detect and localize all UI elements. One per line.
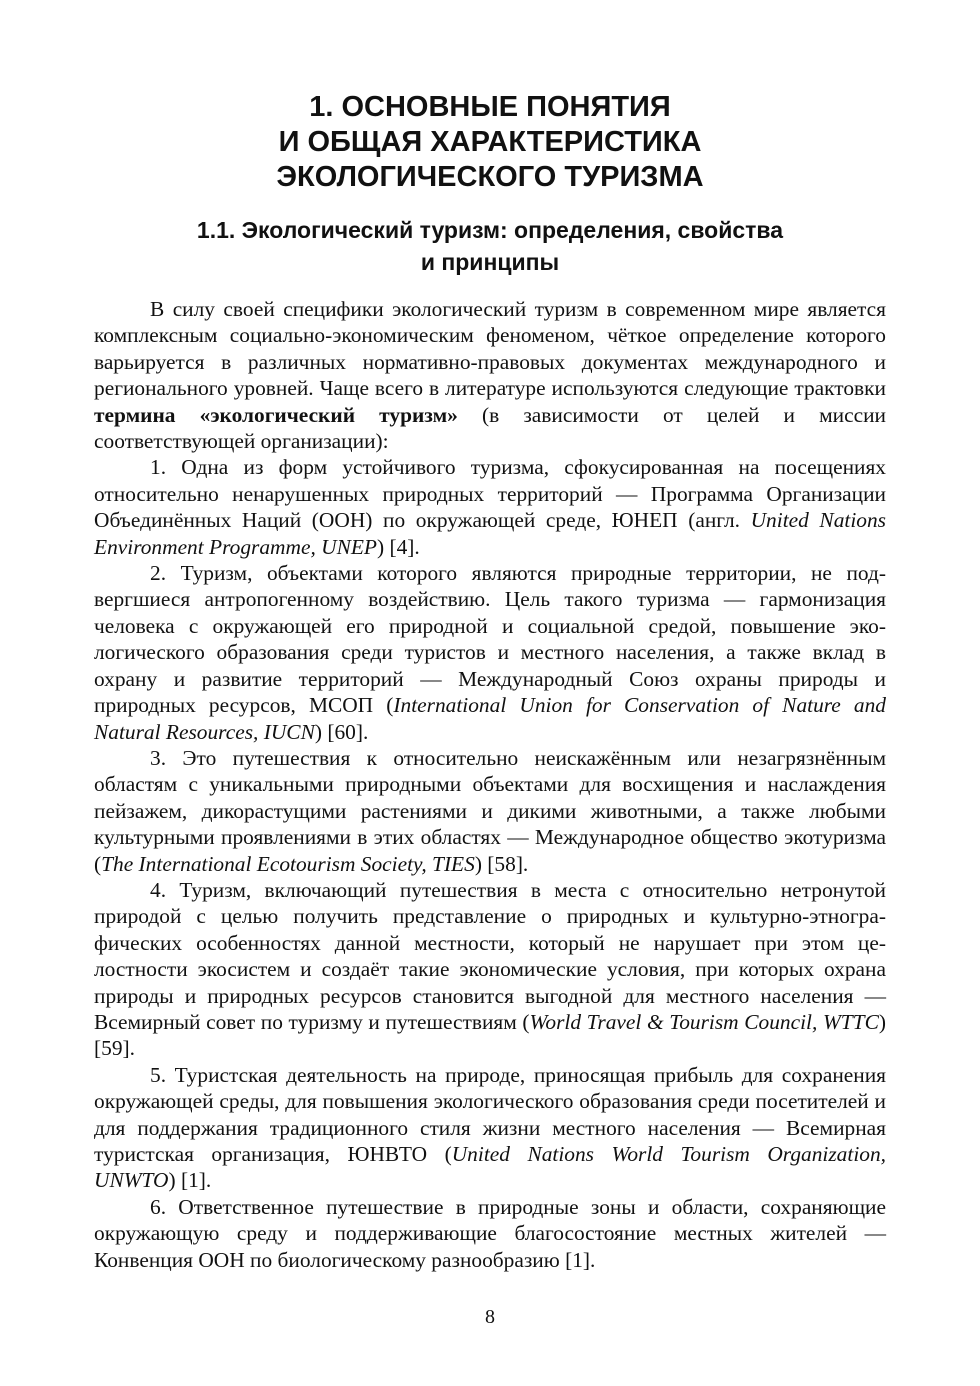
section-title (0, 214, 980, 278)
definition-reference: ) [4]. (377, 534, 420, 559)
chapter-title (0, 90, 980, 195)
definition-text: 2. Туризм, объектами которого являются природные территории, не подвергшиеся антропогенному воздействию. Цель такого туризма — гармонизация человека с окружающей его природной и социальной средой, повышение экологического образования среди туристов и местного населения, а также вклад в охрану и развитие территорий — Международный Союз охраны природы и природных ресурсов, МСОП ( (94, 561, 886, 718)
definition-source: World Travel & Tourism Council, WTTC (529, 1009, 879, 1034)
intro-bold-term: термина «экологический туризм» (94, 402, 458, 427)
intro-paragraph (94, 296, 886, 454)
page-number: 8 (485, 1306, 495, 1328)
definition-source: The International Ecotourism Society, TIES (101, 851, 475, 876)
definition-reference: ) [1]. (168, 1168, 212, 1193)
intro-text-end: (в зависимости от целей и миссии соответствующей организации): (94, 402, 886, 454)
definition-item-2 (94, 560, 886, 745)
definition-text: 3. Это путешествия к относительно неискажённым или незагрязнённым областям с уникальными природными объектами для восхищения и наслаждения пейзажем, дикорастущими растениями и дикими животными, а также любыми культурными проявлениями в этих областях — Международное общество экотуризма ( (94, 745, 886, 876)
intro-text: В силу своей специфики экологический туризм в современном мире является комплексным социально-экономическим феноменом, чёткое определение которого варьируется в различных нормативно-правовых документах международного и регионального уровней. Чаще всего в литературе используются следующие трактовки (94, 297, 886, 401)
definition-source: United Nations World Tourism Organization, UNWTO (94, 1142, 886, 1193)
chapter-title-line: ЭКОЛОГИЧЕСКОГО ТУРИЗМА (276, 161, 704, 193)
definition-item-4 (94, 877, 886, 1062)
definition-source: International Union for Conservation of Nature and Natural Resources, IUCN (94, 693, 886, 744)
definition-text: 6. Ответственное путешествие в природные зоны и области, сохраняющие окружающую среду и поддерживающие благосостояние местных жителей — Конвенция ООН по биологическому разнообразию [1]. (94, 1194, 886, 1272)
definition-item-5 (94, 1062, 886, 1194)
definition-text: 5. Туристская деятельность на природе, приносящая прибыль для сохранения окружающей среды, для повышения экологического образования среди посетителей и для поддержания традиционного стиля жизни местного населения — Всемирная туристская организация, ЮНВТО ( (94, 1062, 886, 1166)
definition-item-1 (94, 454, 886, 560)
definition-item-3 (94, 745, 886, 877)
chapter-title-line: 1. ОСНОВНЫЕ ПОНЯТИЯ (309, 91, 671, 123)
definition-text: 1. Одна из форм устойчивого туризма, сфокусированная на посещениях относительно ненарушенных природных территорий — Программа Организации Объединённых Наций (ООН) по окружающей среде, ЮНЕП (англ. (94, 455, 886, 533)
definition-reference: ) [59]. (94, 1009, 886, 1061)
definition-reference: ) [58]. (474, 851, 529, 876)
definition-item-6 (94, 1194, 886, 1273)
definition-source: United Nations Environment Programme, UNEP (94, 508, 886, 559)
chapter-title-line: И ОБЩАЯ ХАРАКТЕРИСТИКА (278, 126, 702, 158)
section-title-line: и принципы (420, 249, 560, 275)
definition-text: 4. Туризм, включающий путешествия в места с относительно нетронутой природой с целью получить представление о природных и культурно-этнографических особенностях данной местности, который не нарушает при этом целостности экосистем и создаёт такие экономические условия, при которых охрана природы и природных ресурсов становится выгодной для местного населения — Всемирный совет по туризму и путешествиям ( (94, 877, 886, 1034)
definition-reference: ) [60]. (314, 719, 369, 744)
section-title-line: 1.1. Экологический туризм: определения, свойства (196, 217, 784, 243)
body-text (94, 296, 886, 1273)
